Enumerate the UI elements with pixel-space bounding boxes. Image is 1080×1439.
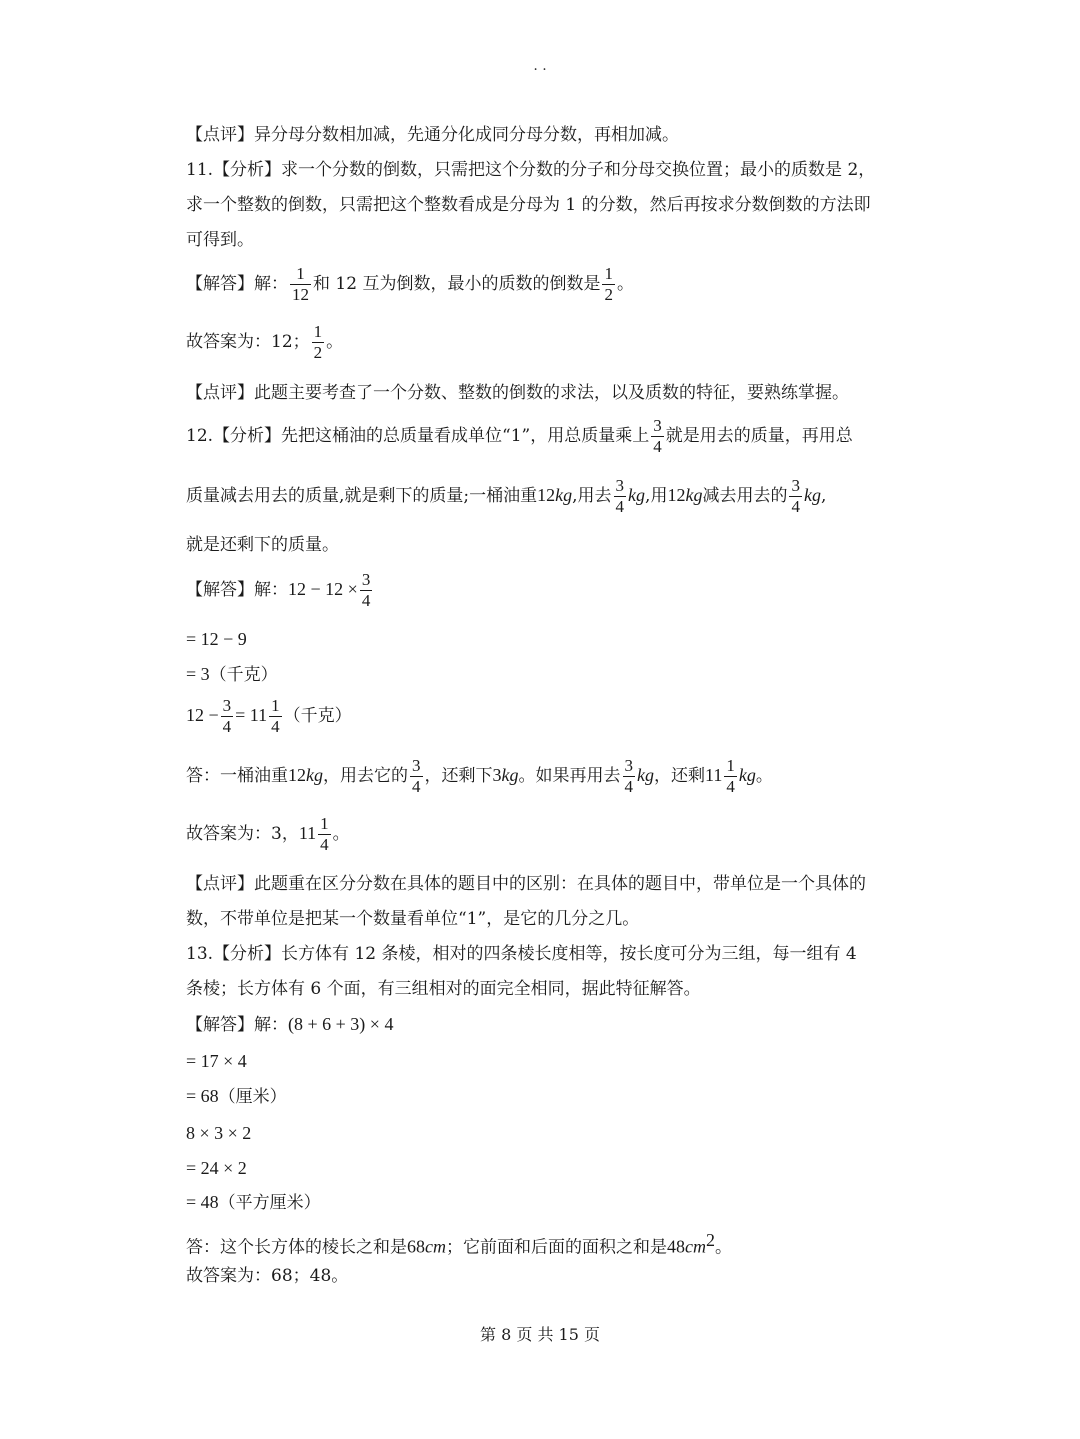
q12-analysis-line: 12.【分析】先把这桶油的总质量看成单位“1”，用总质量乘上 $\frac{3}{4}$ 就是用去的质量，再用总 xyxy=(186,416,853,456)
q12-comment-line: 数，不带单位是把某一个数量看单位“1”，是它的几分之几。 xyxy=(186,909,640,929)
fraction: $\frac{3}{4}$ xyxy=(361,570,371,610)
fraction: $\frac{3}{4}$ xyxy=(615,476,625,516)
fraction: $\frac{3}{4}$ xyxy=(791,476,800,516)
fraction: $\frac{3}{4}$ xyxy=(653,416,662,456)
q11-answer-line: 故答案为：12； $\frac{1}{2}$ 。 xyxy=(186,322,344,362)
q12-step-line: = 3（千克） xyxy=(186,664,278,685)
q11-comment-line: 【点评】此题主要考查了一个分数、整数的倒数的求法，以及质数的特征，要熟练掌握。 xyxy=(186,383,849,403)
q13-step-line: = 68（厘米） xyxy=(186,1086,287,1107)
q12-solution-line: 【解答】解：12 − 12 × $\frac{3}{4}$ xyxy=(186,570,371,610)
q12-step-line: 12 − $\frac{3}{4}$ = 11 $\frac{1}{4}$ （千克） xyxy=(186,696,352,736)
q13-step-line: = 17 × 4 xyxy=(186,1051,247,1071)
fraction: $\frac{1}{2}$ xyxy=(604,264,613,304)
fraction: $\frac{3}{4}$ xyxy=(222,696,232,736)
fraction: $\frac{1}{4}$ xyxy=(320,814,329,854)
q13-analysis-line: 13.【分析】长方体有 12 条棱，相对的四条棱长度相等，按长度可分为三组，每一组有 4 xyxy=(186,944,857,964)
q12-comment-line: 【点评】此题重在区分分数在具体的题目中的区别：在具体的题目中，带单位是一个具体的 xyxy=(186,874,866,894)
fraction: $\frac{1}{4}$ xyxy=(271,696,280,736)
q13-step-line: = 24 × 2 xyxy=(186,1158,247,1178)
q12-answer-line: 答：一桶油重12kg，用去它的 $\frac{3}{4}$ ，还剩下3kg。如果再用去 $\frac{3}{4}$ kg，还剩11 $\frac{1}{4}$ kg。 xyxy=(186,756,773,796)
q13-analysis-line: 条棱；长方体有 6 个面，有三组相对的面完全相同，据此特征解答。 xyxy=(186,979,701,999)
fraction: $\frac{3}{4}$ xyxy=(412,756,421,796)
q13-solution-line: 【解答】解：(8 + 6 + 3) × 4 xyxy=(186,1014,394,1035)
q13-answer-line: 答：这个长方体的棱长之和是68cm；它前面和后面的面积之和是$48cm^2$。 xyxy=(186,1230,732,1258)
q12-analysis-line: 质量减去用去的质量,就是剩下的质量;一桶油重12kg,用去 $\frac{3}{4}$ kg,用12kg减去用去的 $\frac{3}{4}$ kg, xyxy=(186,476,827,516)
q11-analysis-line: 求一个整数的倒数，只需把这个整数看成是分母为 1 的分数，然后再按求分数倒数的方法即 xyxy=(186,195,871,215)
q12-analysis-line: 就是还剩下的质量。 xyxy=(186,535,339,555)
fraction: $\frac{1}{2}$ xyxy=(313,322,323,362)
fraction: $\frac{3}{4}$ xyxy=(624,756,633,796)
q12-step-line: = 12 − 9 xyxy=(186,629,247,649)
fraction: $\frac{1}{12}$ xyxy=(292,264,309,304)
fraction: $\frac{1}{4}$ xyxy=(726,756,735,796)
q11-analysis-line: 可得到。 xyxy=(186,230,254,250)
header-mark: . . xyxy=(533,58,547,74)
q11-analysis-line: 11.【分析】求一个分数的倒数，只需把这个分数的分子和分母交换位置；最小的质数是 2， xyxy=(186,160,876,180)
q13-step-line: 8 × 3 × 2 xyxy=(186,1123,252,1143)
q12-final-answer-line: 故答案为：3，11 $\frac{1}{4}$ 。 xyxy=(186,814,350,854)
q11-solution-line: 【解答】解： $\frac{1}{12}$ 和 12 互为倒数，最小的质数的倒数是 $\frac{1}{2}$ 。 xyxy=(186,264,634,304)
q13-final-answer-line: 故答案为：68；48。 xyxy=(186,1266,349,1286)
comment-line: 【点评】异分母分数相加减，先通分化成同分母分数，再相加减。 xyxy=(186,125,679,145)
q13-step-line: = 48（平方厘米） xyxy=(186,1192,321,1213)
page-number-footer: 第 8 页 共 15 页 xyxy=(480,1325,600,1344)
